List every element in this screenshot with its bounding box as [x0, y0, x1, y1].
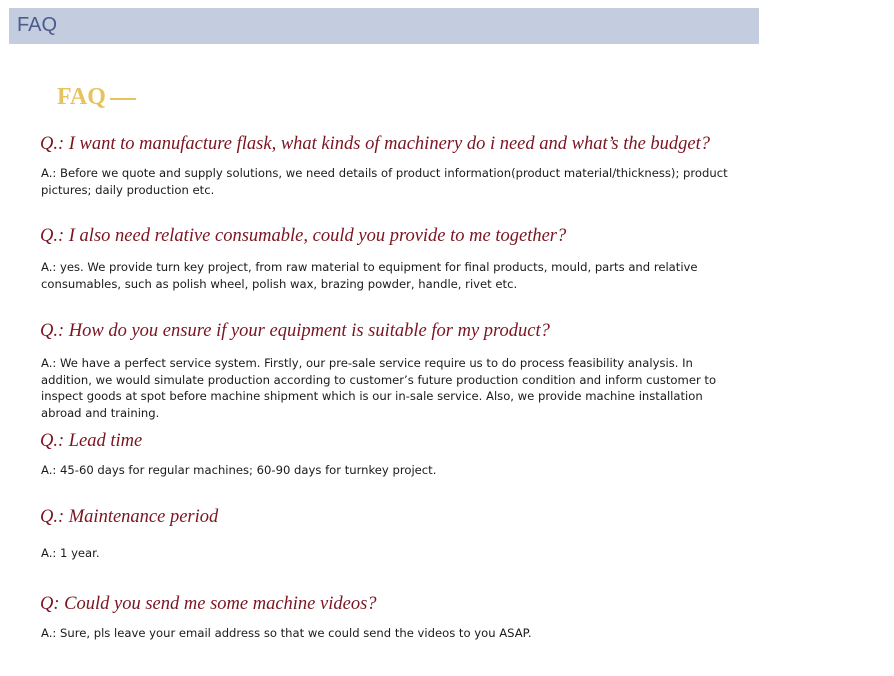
faq-logo-text: FAQ [57, 84, 106, 110]
faq-answer-2: A.: yes. We provide turn key project, from raw material to equipment for final products, mould, parts and relative consumables, such as polish wheel, polish wax, brazing powder, handle, rivet etc. [41, 260, 698, 291]
faq-question-5: Q.: Maintenance period [40, 507, 219, 527]
page-title: FAQ [17, 14, 58, 36]
faq-logo-dash [110, 98, 136, 100]
faq-content [9, 44, 759, 664]
faq-question-2: Q.: I also need relative consumable, could you provide to me together? [40, 226, 567, 246]
faq-answer-4: A.: 45-60 days for regular machines; 60-90 days for turnkey project. [41, 463, 437, 477]
faq-answer-3: A.: We have a perfect service system. Firstly, our pre-sale service require us to do process feasibility analysis. In addition, we would simulate production according to customer’s future production condition and inform customer to inspect goods at spot before machine shipment which is our in-sale service. Also, we provide machine installation abroad and training. [41, 356, 717, 420]
faq-answer-1: A.: Before we quote and supply solutions, we need details of product information(product material/thickness); product pictures; daily production etc. [41, 166, 728, 197]
faq-question-1: Q.: I want to manufacture flask, what kinds of machinery do i need and what’s the budget? [40, 134, 711, 154]
faq-question-6: Q: Could you send me some machine videos? [40, 594, 377, 614]
faq-question-4: Q.: Lead time [40, 431, 143, 451]
faq-logo [57, 84, 136, 111]
header-bar [9, 8, 759, 44]
faq-answer-5: A.: 1 year. [41, 546, 100, 560]
faq-answer-6: A.: Sure, pls leave your email address so that we could send the videos to you ASAP. [41, 626, 532, 640]
faq-question-3: Q.: How do you ensure if your equipment is suitable for my product? [40, 321, 550, 341]
